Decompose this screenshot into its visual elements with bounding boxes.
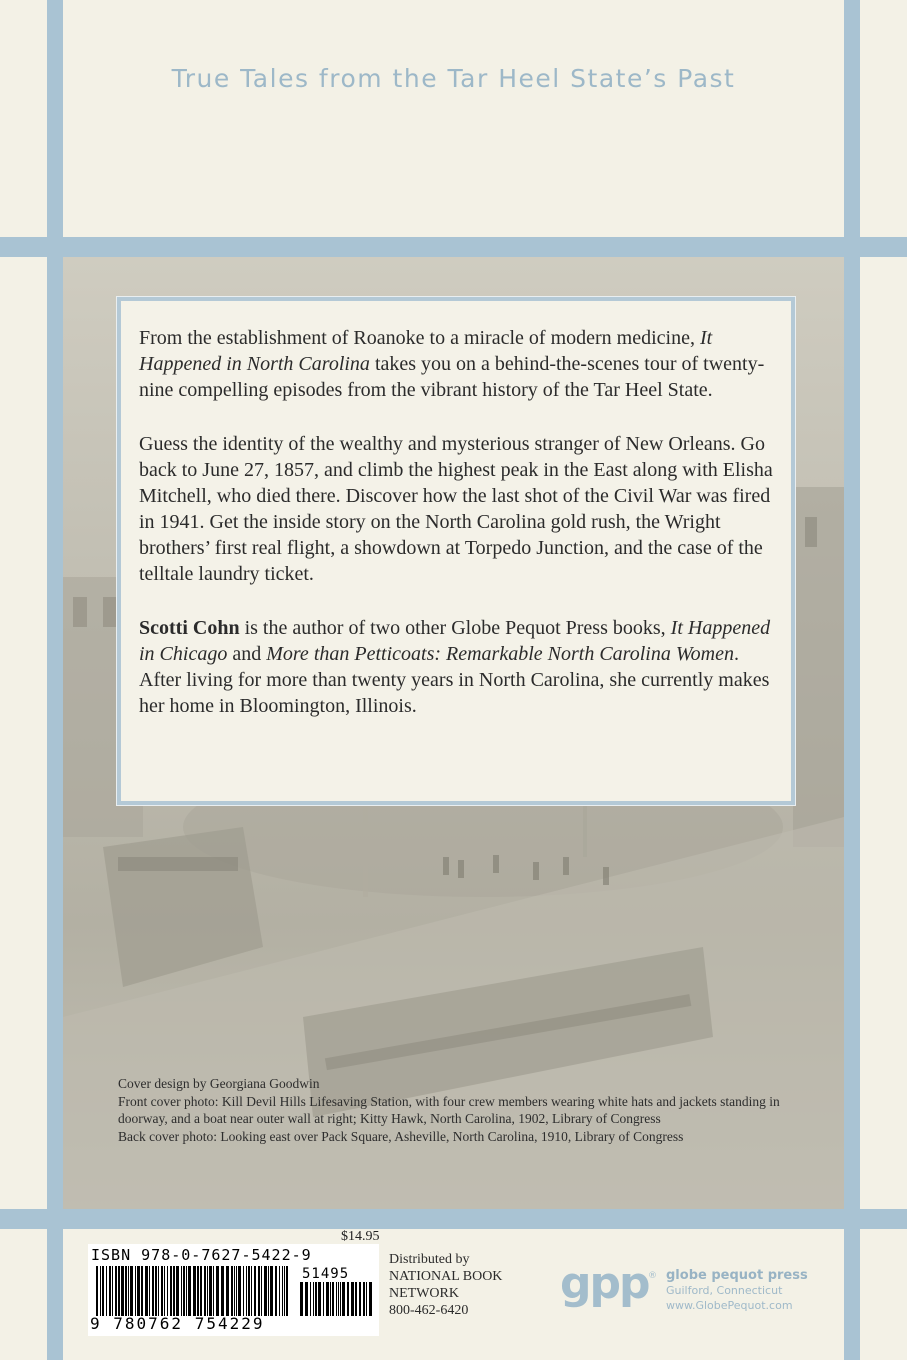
barcode-bar (254, 1266, 256, 1316)
distributor-line-2: NATIONAL BOOK (389, 1269, 503, 1284)
barcode-bar (351, 1282, 354, 1316)
barcode-bar (128, 1266, 129, 1316)
barcode-bar (323, 1282, 324, 1316)
barcode-bar (268, 1266, 269, 1316)
barcode-bar (315, 1282, 317, 1316)
barcode-bar (106, 1266, 107, 1316)
barcode-bar (183, 1266, 185, 1316)
barcode-bar (149, 1266, 150, 1316)
blurb-box (117, 297, 795, 805)
cover-credits (118, 1075, 798, 1145)
price: $14.95 (341, 1229, 380, 1244)
blurb-intro-rest: takes you on a behind-the-scenes tour of twenty-nine compelling episodes from the vibrant history of the Tar Heel State. (139, 353, 765, 401)
distributor-info (389, 1251, 502, 1319)
barcode-bar (186, 1266, 187, 1316)
frame-line-left (47, 0, 63, 1360)
barcode-bar (286, 1266, 288, 1316)
author-bio (139, 615, 773, 719)
author-bio-text-c: . After living for more than twenty years in North Carolina, she currently makes her home in Bloomington, Illinois. (139, 643, 770, 717)
author-bio-text-b: and (227, 643, 267, 665)
barcode-bar (102, 1266, 104, 1316)
barcode-bar (305, 1282, 308, 1316)
barcode-bar (207, 1266, 208, 1316)
author-bio-text-a: is the author of two other Globe Pequot Press books, (239, 617, 671, 639)
barcode-bar (330, 1282, 331, 1316)
distributor-phone: 800-462-6420 (389, 1303, 469, 1318)
barcode-bar (355, 1282, 357, 1316)
frame-line-bottom (0, 1209, 907, 1229)
blurb-paragraph-episodes: Guess the identity of the wealthy and mysterious stranger of New Orleans. Go back to June 27, 1857, and climb the highest peak in the East along with Elisha Mitchell, who died there. Discover how the last shot of the Civil War was fired in 1941. Get the inside story on the North Carolina gold rush, the Wright brothers’ first real flight, a showdown at Torpedo Junction, and the case of the telltale laundry ticket. (139, 433, 773, 585)
barcode-bar (173, 1266, 175, 1316)
barcode-bar (369, 1282, 372, 1316)
barcode-addon-number: 51495 (302, 1266, 350, 1282)
barcode-bar (209, 1266, 212, 1316)
barcode-bars-addon (300, 1282, 372, 1316)
other-book-title-2: More than Petticoats: Remarkable North Carolina Women (266, 643, 734, 665)
barcode-bar (118, 1266, 120, 1316)
other-book-title-1: It Happened in Chicago (139, 617, 771, 665)
gpp-logo: gpp (560, 1258, 649, 1309)
barcode-bar (109, 1266, 111, 1316)
barcode-bar (318, 1282, 321, 1316)
barcode-bar (170, 1266, 172, 1316)
barcode-bar (115, 1266, 117, 1316)
frame-line-right (844, 0, 860, 1360)
barcode-bar (234, 1266, 235, 1316)
registered-mark: ® (648, 1271, 657, 1281)
barcode-bar (261, 1266, 262, 1316)
barcode-bar (167, 1266, 168, 1316)
barcode-bar (181, 1266, 182, 1316)
credit-design: Cover design by Georgiana Goodwin (118, 1076, 320, 1091)
barcode-bar (130, 1266, 133, 1316)
barcode-bar (216, 1266, 219, 1316)
barcode-bar (275, 1266, 277, 1316)
barcode-bar (279, 1266, 280, 1316)
barcode-bar (310, 1282, 311, 1316)
barcode-bar (342, 1282, 345, 1316)
barcode-bar (213, 1266, 214, 1316)
barcode-bar (336, 1282, 337, 1316)
barcode-bar (176, 1266, 179, 1316)
barcode-bar (231, 1266, 233, 1316)
ean-number: 9 780762 754229 (90, 1314, 265, 1333)
barcode-bar (158, 1266, 159, 1316)
distributor-line-1: Distributed by (389, 1252, 470, 1267)
publisher-info (666, 1268, 808, 1313)
barcode-bar (125, 1266, 127, 1316)
barcode-bars-main (96, 1266, 292, 1316)
barcode-bar (359, 1282, 361, 1316)
barcode-bar (200, 1266, 202, 1316)
barcode-bar (332, 1282, 334, 1316)
barcode-bar (155, 1266, 157, 1316)
barcode-bar (112, 1266, 113, 1316)
frame-line-top (0, 237, 907, 257)
barcode-bar (258, 1266, 260, 1316)
credit-back-photo: Back cover photo: Looking east over Pack Square, Asheville, North Carolina, 1910, Library of Congress (118, 1128, 684, 1144)
barcode-bar (347, 1282, 349, 1316)
barcode-bar (282, 1266, 283, 1316)
barcode-bar (145, 1266, 148, 1316)
barcode-bar (366, 1282, 367, 1316)
barcode-bar (313, 1282, 314, 1316)
barcode-bar (96, 1266, 98, 1316)
barcode-bar (100, 1266, 101, 1316)
barcode-bar (338, 1282, 339, 1316)
barcode-bar (236, 1266, 237, 1316)
barcode-bar (226, 1266, 229, 1316)
distributor-line-3: NETWORK (389, 1286, 459, 1301)
barcode-bar (121, 1266, 124, 1316)
publisher-url: www.GlobePequot.com (666, 1299, 793, 1312)
publisher-city: Guilford, Connecticut (666, 1284, 783, 1297)
barcode-bar (243, 1266, 244, 1316)
barcode-bar (270, 1266, 273, 1316)
barcode-bar (238, 1266, 241, 1316)
barcode-bar (300, 1282, 303, 1316)
isbn-number: ISBN 978-0-7627-5422-9 (91, 1246, 312, 1264)
barcode-bar (326, 1282, 329, 1316)
barcode-bar (246, 1266, 247, 1316)
book-title: It Happened in North Carolina (139, 327, 713, 375)
barcode-bar (264, 1266, 267, 1316)
author-name: Scotti Cohn (139, 617, 240, 639)
barcode-bar (221, 1266, 224, 1316)
blurb-paragraph-intro (139, 325, 773, 403)
barcode-bar (152, 1266, 154, 1316)
barcode-bar (193, 1266, 196, 1316)
barcode-bar (363, 1282, 365, 1316)
barcode-bar (340, 1282, 341, 1316)
credit-front-photo: Front cover photo: Kill Devil Hills Lifesaving Station, with four crew members wearing white hats and jackets standing in doorway, and a boat near outer wall at right; Kitty Hawk, North Carolina, 1902, Library of Congress (118, 1093, 780, 1126)
barcode-bar (135, 1266, 136, 1316)
barcode-bar (251, 1266, 252, 1316)
barcode-bar (137, 1266, 140, 1316)
publisher-name: globe pequot press (666, 1268, 808, 1283)
barcode-bar (197, 1266, 199, 1316)
barcode-bar (204, 1266, 206, 1316)
barcode-bar (284, 1266, 285, 1316)
isbn-barcode (88, 1244, 379, 1336)
barcode-bar (188, 1266, 191, 1316)
blurb-intro-text: From the establishment of Roanoke to a miracle of modern medicine, (139, 327, 700, 349)
barcode-bar (248, 1266, 250, 1316)
tagline: True Tales from the Tar Heel State’s Past (171, 64, 736, 93)
barcode-bar (164, 1266, 165, 1316)
barcode-bar (141, 1266, 143, 1316)
barcode-bar (161, 1266, 163, 1316)
